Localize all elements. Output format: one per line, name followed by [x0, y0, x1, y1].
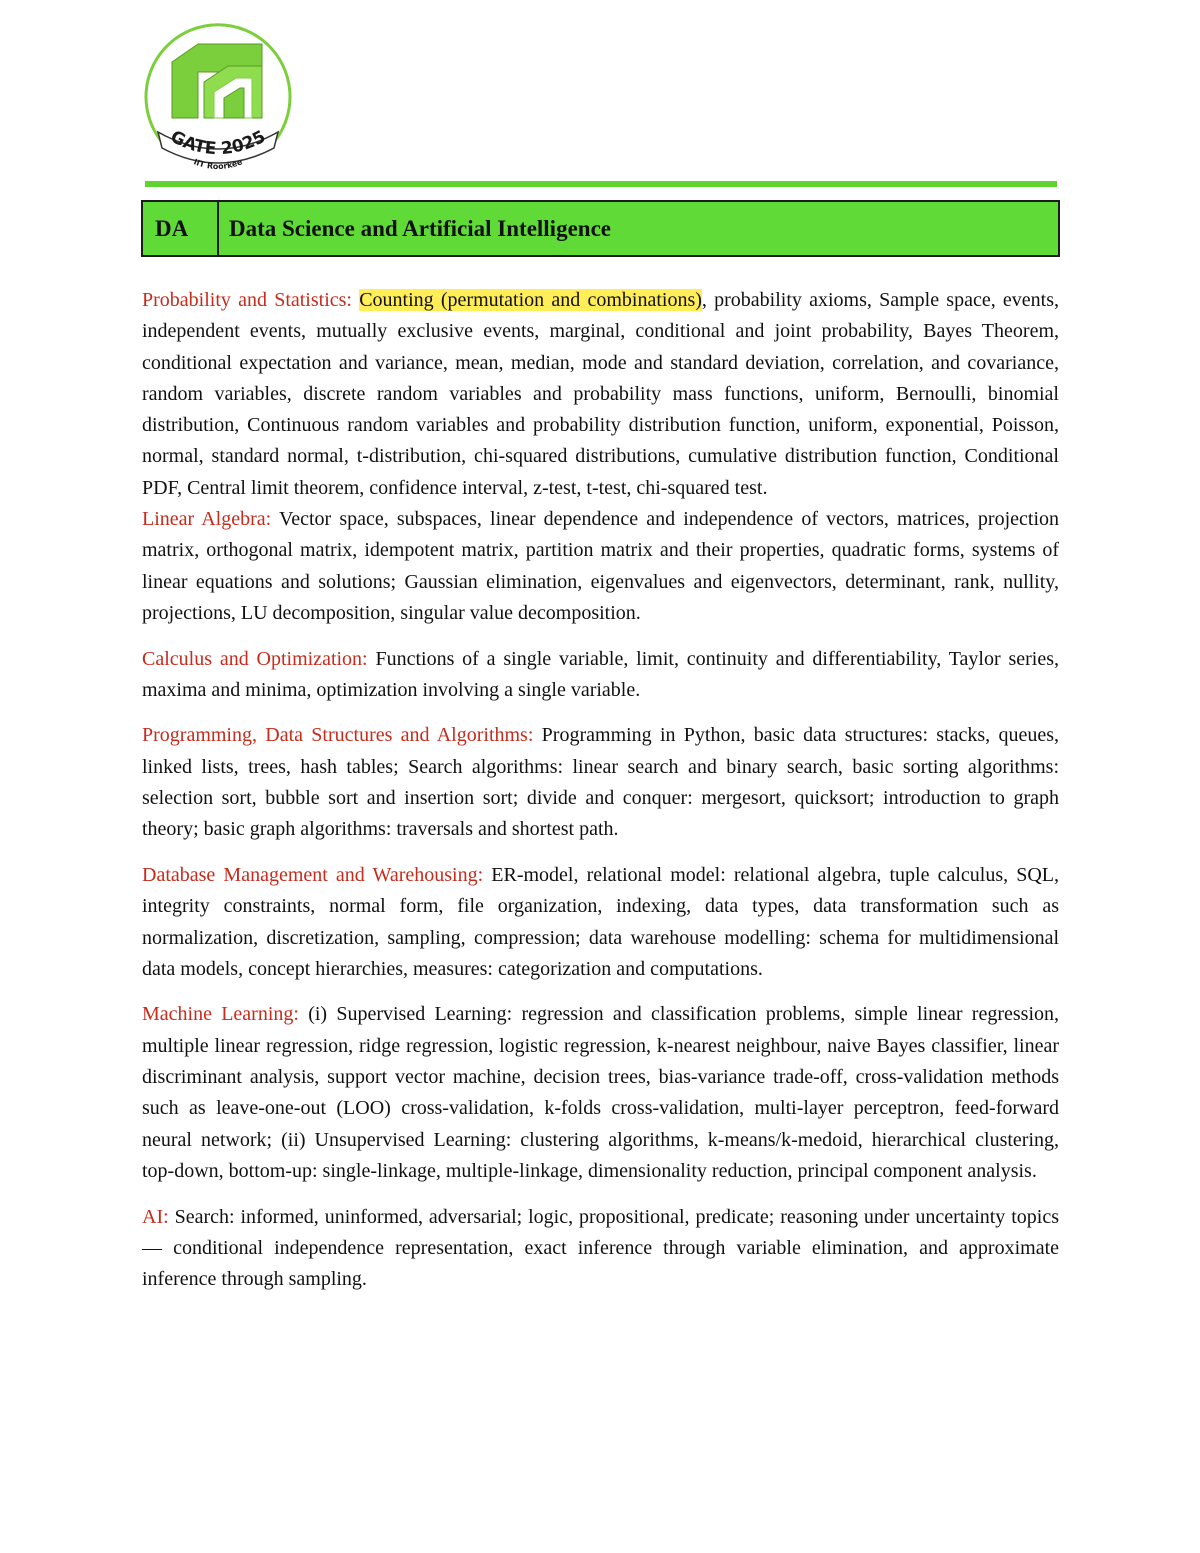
topic-label: Calculus and Optimization:	[142, 647, 368, 670]
section-text: ER-model, relational model: relational algebra, tuple calculus, SQL, integrity constraints, normal form, file organization, indexing, data types, data transformation such as normalization, discretization, sampling, compression; data warehouse modelling: schema for multidimensional data models, concept hierarchies, measures: categorization and computations.	[142, 863, 1060, 980]
topic-label: Database Management and Warehousing:	[142, 863, 484, 886]
section-text: , probability axioms, Sample space, events, independent events, mutually exclusive events, marginal, conditional and joint probability, Bayes Theorem, conditional expectation and variance, mean, median, mode and standard deviation, correlation, and covariance, random variables, discrete random variables and probability mass functions, uniform, Bernoulli, binomial distribution, Continuous random variables and probability distribution function, uniform, exponential, Poisson, normal, standard normal, t-distribution, chi-squared distributions, cumulative distribution function, Conditional PDF, Central limit theorem, confidence interval, z-test, t-test, chi-squared test.	[142, 289, 1060, 499]
topic-label: Probability and Statistics:	[142, 289, 352, 311]
section-text: Vector space, subspaces, linear dependence and independence of vectors, matrices, projection matrix, orthogonal matrix, idempotent matrix, partition matrix and their properties, quadratic forms, systems of linear equations and solutions; Gaussian elimination, eigenvalues and eigenvectors, determinant, rank, nullity, projections, LU decomposition, singular value decomposition.	[142, 508, 1059, 624]
header-rule	[145, 181, 1057, 187]
subject-header	[141, 200, 1060, 257]
section-text: Programming in Python, basic data structures: stacks, queues, linked lists, trees, hash tables; Search algorithms: linear search and binary search, basic sorting algorithms: selection sort, bubble sort and insertion sort; divide and conquer: mergesort, quicksort; introduction to graph theory; basic graph algorithms: traversals and shortest path.	[142, 724, 1060, 841]
subject-title: Data Science and Artificial Intelligence	[229, 215, 611, 241]
logo-subtext: IIT Roorkee	[192, 157, 244, 172]
section-text: (i) Supervised Learning: regression and classification problems, simple linear regression, multiple linear regression, ridge regression, logistic regression, k-nearest neighbour, naive Bayes classifier, linear discriminant analysis, support vector machine, decision trees, bias-variance trade-off, cross-validation methods such as leave-one-out (LOO) cross-validation, k-folds cross-validation, multi-layer perceptron, feed-forward neural network; (ii) Unsupervised Learning: clustering algorithms, k-means/k-medoid, hierarchical clustering, top-down, bottom-up: single-linkage, multiple-linkage, dimensionality reduction, principal component analysis.	[142, 1003, 1060, 1182]
section-linear-algebra	[142, 504, 1059, 629]
highlighted-text: Counting (permutation and combinations)	[359, 289, 702, 311]
gate-2025-logo	[140, 20, 296, 186]
topic-label: Machine Learning:	[142, 1003, 299, 1026]
section-calculus	[142, 644, 1059, 707]
section-programming	[142, 720, 1059, 845]
topic-label: AI:	[142, 1205, 169, 1228]
section-text: Search: informed, uninformed, adversarial; logic, propositional, predicate; reasoning under uncertainty topics — conditional independence representation, exact inference through variable elimination, and approximate inference through sampling.	[142, 1205, 1059, 1291]
logo-mark	[172, 44, 262, 118]
section-database	[142, 860, 1059, 985]
syllabus-content	[142, 285, 1059, 1295]
topic-label: Programming, Data Structures and Algorithms:	[142, 724, 534, 747]
section-probability	[142, 285, 1059, 504]
section-ai	[142, 1202, 1059, 1296]
section-text: Functions of a single variable, limit, continuity and differentiability, Taylor series, maxima and minima, optimization involving a single variable.	[142, 647, 1060, 701]
subject-code: DA	[143, 202, 219, 255]
topic-label: Linear Algebra:	[142, 508, 272, 531]
section-machine-learning	[142, 999, 1059, 1187]
logo-text: GATE 2025	[167, 126, 269, 160]
